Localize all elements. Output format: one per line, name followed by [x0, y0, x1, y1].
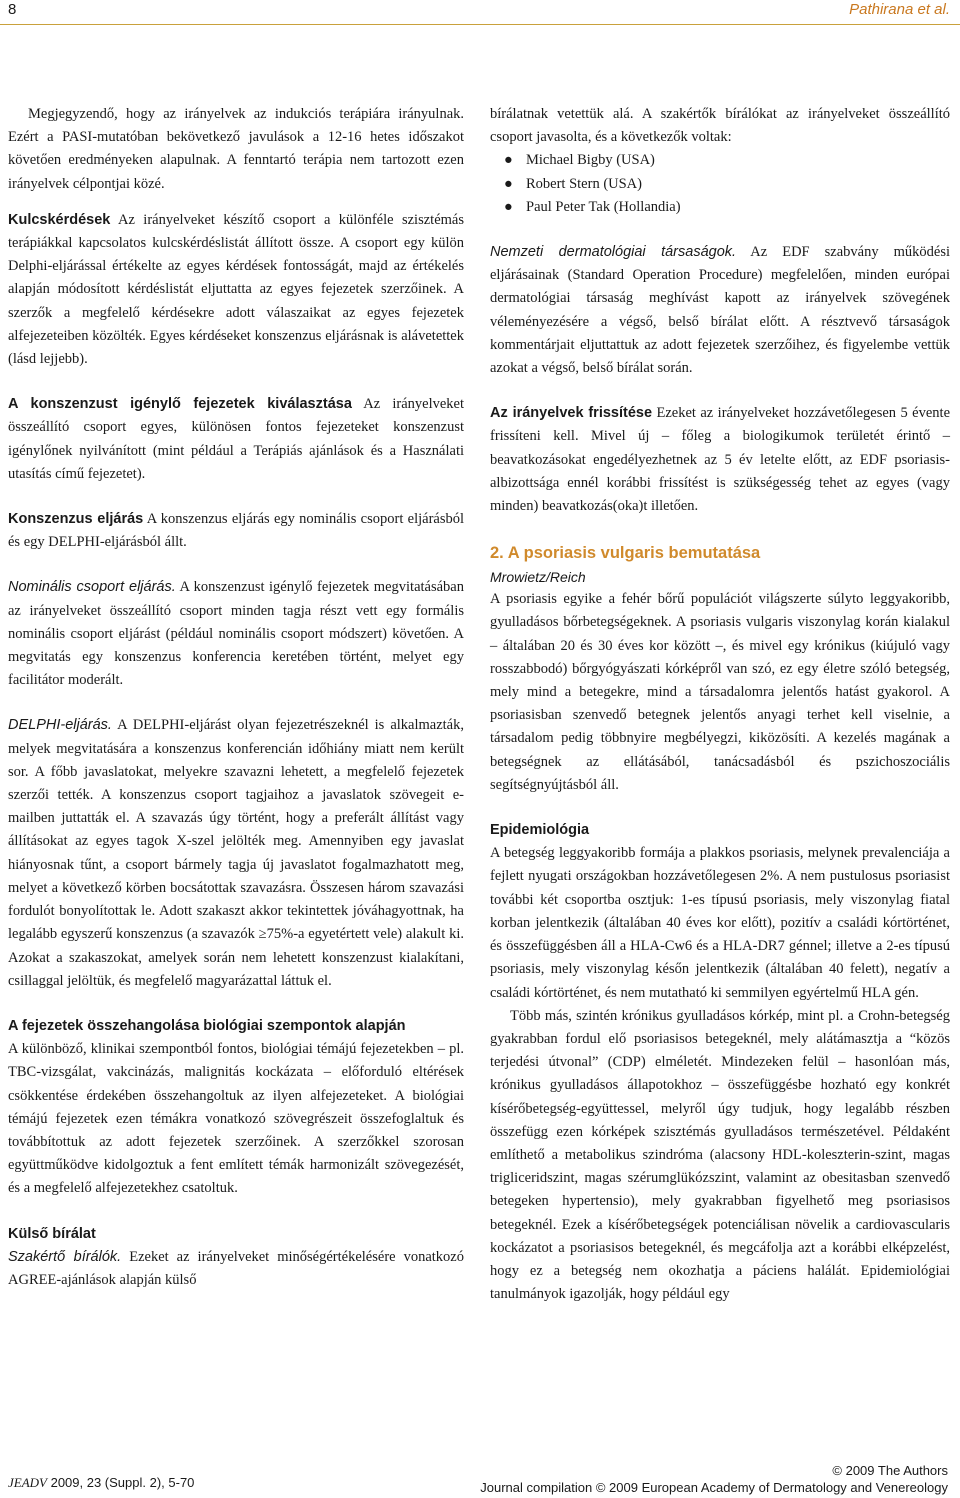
list-item	[490, 196, 950, 219]
external-review-heading: Külső bírálat	[8, 1225, 96, 1242]
reviewer-name: Robert Stern (USA)	[526, 175, 642, 192]
psoriasis-intro-paragraph: A psoriasis egyike a fehér bőrű populációt világszerte súlyto leggyakoribb, gyulladásos bőrbetegségeknek. A psoriasis vulgaris viszonylag korán kialakul – általában 20 és 30 éves kor között –, és mivel egy krónikus (kiújuló vagy rosszabbodó) bőrgyógyászati kórképről van szó, ez egy életre szóló betegség, mely mind a betegekre, mind a társadalomra jelentős hatást gyakorol. A psoriasisban szenvedő betegnek jelentős anyagi terhet kell viselnie, a társadalom pedig többnyire megbélyegzi, kiközösíti. A kezelés magának a betegségnek az ellátásából, tanácsadásból és pszichoszociális segítségnyújtásból áll.	[490, 591, 950, 793]
expert-reviewers-heading: Szakértő bírálók.	[8, 1248, 122, 1265]
biologics-harmonisation-text: A különböző, klinikai szempontból fontos, biológiai témájú fejezetekben – pl. TBC-vizsgálat, vakcinázás, malignitás kockázata – előforduló eltérések csökkentése érdekében összehangoltuk az ilyen alfejezeteket. A biológiai témájú fejezetek ezen témákra vonatkozó szövegrészeit összefoglaltuk és továbbítottuk az adott fejezetek szerzőinek. A szerzőkkel szorosan együttműködve kidolgoztuk a fent említett témák harmonizált szövegezését, és a megfelelő alfejezetekhez csatoltuk.	[8, 1041, 464, 1197]
bullet-icon: ●	[504, 152, 513, 169]
national-societies-paragraph	[490, 241, 950, 380]
left-column	[8, 103, 464, 1292]
consensus-chapters-paragraph	[8, 393, 464, 486]
key-questions-text: Az irányelveket készítő csoport a különféle szisztémás terápiákkal kapcsolatos kulcskérdéslistát állított össze. A csoport egy külön Delphi-eljárással értékelte az egyes kérdések fontosságát, majd az értékelés alapján módosított kérdéslistát eljuttatta az egyes fejezetek szerzőinek. A szerzők a megfelelő kérdésekre adott válaszaikat az egyes fejezetek alfejezeteiben közölték. Egyes kérdéseket konszenzus eljárásnak is alávetettek (lásd lejjebb).	[8, 211, 464, 368]
reviewer-name: Paul Peter Tak (Hollandia)	[526, 198, 681, 215]
bullet-icon: ●	[504, 175, 513, 192]
consensus-procedure-heading: Konszenzus eljárás	[8, 511, 144, 528]
biologics-harmonisation-heading: A fejezetek összehangolása biológiai szempontok alapján	[8, 1017, 406, 1034]
list-item	[490, 173, 950, 196]
section-title: 2. A psoriasis vulgaris bemutatása	[490, 544, 761, 563]
consensus-procedure-paragraph	[8, 508, 464, 554]
citation-details: 2009, 23 (Suppl. 2), 5-70	[46, 1475, 195, 1490]
key-questions-heading: Kulcskérdések	[8, 211, 111, 228]
epidemiology-paragraph-2: Több más, szintén krónikus gyulladásos kórkép, mint pl. a Crohn-betegség gyakrabban fordul elő psoriasisos betegeknél, mely alátámasztja a “közös terjedési útvonal” (CDP) elméletét. Mindezeken felül – hasonlóan más, krónikus gyulladásos állapotokhoz – összefüggésbe hozható egy konkrét kísérőbetegség-együttessel, melyről úgy tudjuk, hogy legalább részben összefügg ezen kórképek szisztémás gyulladásos természetével. Példaként említhető a metabolikus szindróma (alacsony HDL-koleszterin-szint, magas trigliceridszint, magas szérumglükózszint, valamint az obesitasban szenvedő betegeken hypertensio), mely gyakrabban figyelhető meg psoriasisos betegeknél. Ezek a kísérőbetegségek potenciálisan növelik a cardiovascularis kockázatot a psoriasisos betegeknél, és megcáfolja azt a korábbi elképzelést, hogy ez a betegség nem okozhatja a páciens halálát. Epidemiológiai tanulmányok igazolják, hogy például egy	[490, 1007, 950, 1303]
biologics-harmonisation-paragraph	[8, 1015, 464, 1201]
journal-compilation: Journal compilation © 2009 European Academy of Dermatology and Venereology	[480, 1480, 948, 1495]
national-societies-text: Az EDF szabvány működési eljárásainak (Standard Operation Procedure) megfelelően, minden európai dermatológiai társaság meghívást kapott az irányelvek szövegének véleményezésére a végső, belső bírálat előtt. A résztvevő társaságok kommentárjait eljuttattuk az adott fejezetek szerzőihez, és figyelembe vettük azokat a végső, belső bírálat során.	[490, 244, 950, 377]
nominal-group-text: A konszenzust igénylő fejezetek megvitatásában az irányelveket összeállító csoport minden tagja részt vett egy formális nominális csoport eljárást (például nominális csoport módszert) követően. A megvitatás egy konszenzus konferencia keretében történt, melyet egy facilitátor moderált.	[8, 579, 464, 689]
national-societies-heading: Nemzeti dermatológiai társaságok.	[490, 244, 737, 261]
copyright-notice: © 2009 The Authors	[832, 1463, 948, 1478]
consensus-chapters-text: Az irányelveket összeállító csoport egyes, különösen fontos fejezeteket konszenzust igénylőnek nyilvánított (mint például a Terápiás ajánlások és a Használati utasítás című fejezetet).	[8, 396, 465, 482]
delphi-text: A DELPHI-eljárást olyan fejezetrészeknél is alkalmazták, melyek megvitatására a konszenzus konferencián időhiány miatt nem került sor. A főbb javaslatokat, melyekre szavazni lehetett, a megfelelő fejezetek szerzői tették. A konszenzus csoport tagjaihoz a javaslatok szövegeit e-mailben juttatták el. A szavazás úgy történt, hogy a preferált állítást vagy állításokat az egyes tagok X-szel jelölték meg. Amennyiben egy javaslat hiányosnak tűnt, a csoport bármely tagja új javaslatot fogalmazhatott meg, melyet a következő körben bocsátottak szavazásra. Összesen három szavazási fordulót bonyolítottak le. Adott szakaszt akkor tekintettek jóváhagyottnak, ha legalább egyszerű konszenzus (a szavazók ≥75%-a egyetértett vele) alakult ki. Azokat a szakaszokat, amelyek során nem lehetett konszenzust kialakítani, csillaggal jelöltük, és megfelelő magyarázattal láttuk el.	[8, 717, 464, 989]
reviewers-intro: bírálatnak vetettük alá. A szakértők bírálókat az irányelveket összeállító csoport javasolta, és a következők voltak:	[490, 106, 950, 146]
bullet-icon: ●	[504, 198, 513, 215]
intro-paragraph: Megjegyzendő, hogy az irányelvek az indukciós terápiára irányulnak. Ezért a PASI-mutatóban bekövetkező javulások a 12-16 hetes időszakot követően eredményeken alapulnak. A fenntartó terápia nem tartozott ezen irányelvek célpontjai közé.	[8, 106, 464, 192]
external-review-paragraph	[8, 1223, 464, 1293]
expert-reviewers-text: Ezeket az irányelveket minőségértékelésére vonatkozó AGREE-ajánlások alapján külső	[8, 1248, 464, 1288]
running-title: Pathirana et al.	[849, 1, 950, 18]
right-column	[490, 103, 950, 1306]
guideline-update-text: Ezeket az irányelveket hozzávetőlegesen 5 évente frissíteni kell. Mivel új – főleg a biologikumok területét érintő – beavatkozásokat engedélyezhetnek az 5 év letelte előtt, az EDF psoriasis-albizottsága ennél korábbi frissítést is szükségesség tehet az egyes (vagy minden) beavatkozás(oka)t illetően.	[490, 405, 951, 515]
epidemiology-heading: Epidemiológia	[490, 822, 590, 839]
delphi-heading: DELPHI-eljárás.	[8, 717, 112, 734]
key-questions-paragraph	[8, 209, 464, 371]
section-authors: Mrowietz/Reich	[490, 569, 586, 586]
nominal-group-paragraph	[8, 576, 464, 692]
delphi-paragraph	[8, 714, 464, 992]
consensus-procedure-text: A konszenzus eljárás egy nominális csoport eljárásból és egy DELPHI-eljárásból állt.	[8, 511, 465, 551]
header-rule	[0, 24, 960, 25]
consensus-chapters-heading: A konszenzust igénylő fejezetek kiválasztása	[8, 396, 352, 413]
journal-citation	[8, 1474, 194, 1491]
reviewer-list	[490, 149, 950, 219]
reviewer-name: Michael Bigby (USA)	[526, 152, 655, 169]
journal-abbreviation: JEADV	[8, 1475, 47, 1490]
guideline-update-paragraph	[490, 402, 950, 518]
page-number: 8	[8, 1, 17, 18]
epidemiology-paragraph-1: A betegség leggyakoribb formája a plakkos psoriasis, melynek prevalenciája a fejlett nyugati országokban hozzávetőlegesen 2%. A nem pustulosus psoriasist további két csoportba osztjuk: 1-es típusú psoriasis, mely viszonylag fiatal korban jelentkezik (általában 40 éves kor előtt), pozitív a családi kórtörténet, és összefüggésben áll a HLA-Cw6 és a HLA-DR7 génnel; illetve a 2-es típusú psoriasis, mely viszonylag későn jelentkezik (általában 40 felett), negatív a családi kórtörténet, és nem mutatható ki semmilyen egyértelmű HLA gén.	[490, 845, 950, 1001]
list-item	[490, 149, 950, 172]
page-footer	[0, 1462, 960, 1498]
nominal-group-heading: Nominális csoport eljárás.	[8, 579, 176, 596]
guideline-update-heading: Az irányelvek frissítése	[490, 405, 653, 422]
page-header	[0, 0, 960, 22]
